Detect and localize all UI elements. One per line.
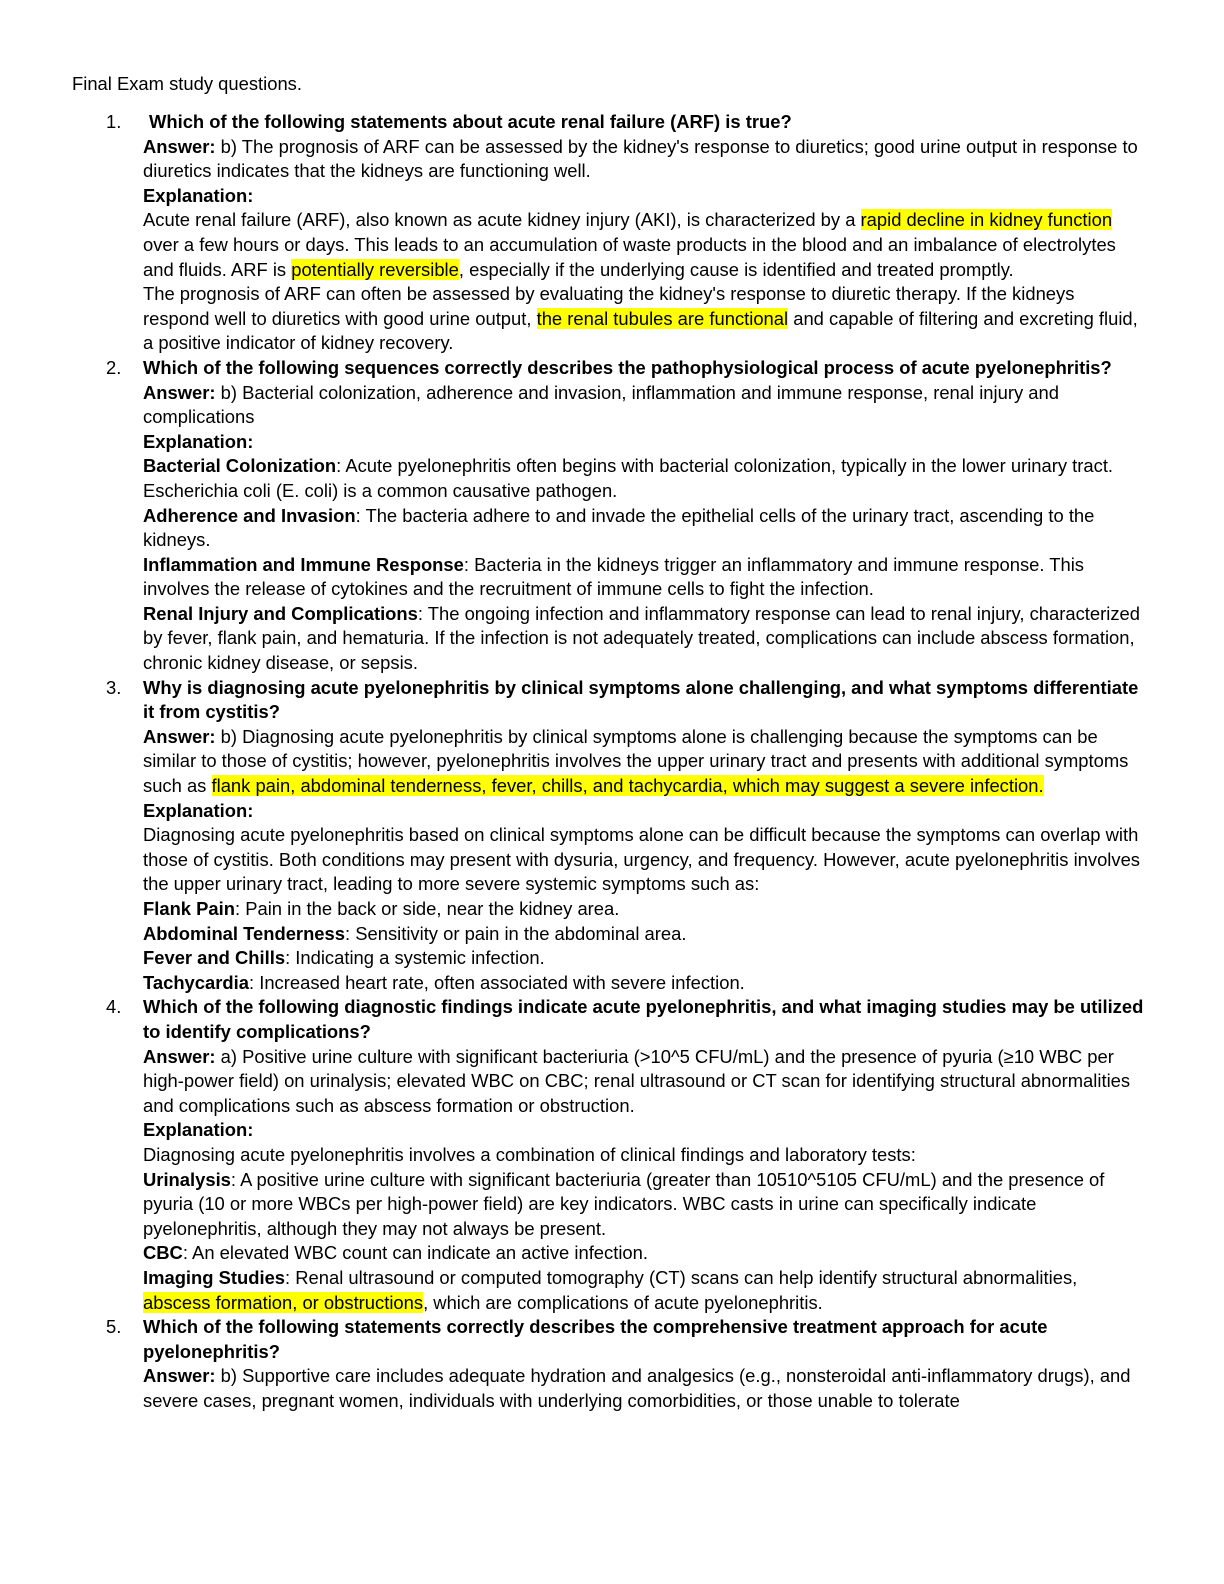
question-text: Which of the following sequences correctly describes the pathophysiological process of acute pyelonephritis? [143, 356, 1112, 378]
document-title: Final Exam study questions. [72, 73, 302, 94]
item-text: , which are complications of acute pyelonephritis. [423, 1291, 823, 1313]
question-number: 1. [106, 111, 122, 132]
explanation-item [143, 971, 1144, 996]
item-term: Imaging Studies [143, 1266, 286, 1288]
item-text: : The ongoing infection and inflammatory response can lead to renal injury, characterized by fever, flank pain, and hematuria. If the infection is not adequately treated, complications can include abscess formation, chronic kidney disease, or sepsis. [143, 602, 1140, 674]
explanation-item [143, 922, 1144, 947]
explanation-paragraph [143, 282, 1144, 356]
answer-label: Answer: [143, 381, 216, 403]
highlighted-text: flank pain, abdominal tenderness, fever, chills, and tachycardia, which may suggest a severe infection. [211, 775, 1044, 797]
item-text: : An elevated WBC count can indicate an active infection. [182, 1242, 648, 1264]
item-term: Urinalysis [143, 1168, 231, 1190]
question-text: Which of the following diagnostic findings indicate acute pyelonephritis, and what imaging studies may be utilized to identify complications? [143, 996, 1144, 1042]
explanation-label: Explanation: [143, 430, 254, 452]
answer [143, 725, 1144, 799]
item-term: Adherence and Invasion [143, 504, 356, 526]
answer-text: a) Positive urine culture with significant bacteriuria (>10^5 CFU/mL) and the presence of pyuria (≥10 WBC per high-power field) on urinalysis; elevated WBC on CBC; renal ultrasound or CT scan for identifying structural abnormalities and complications such as abscess formation or obstruction. [143, 1045, 1131, 1116]
item-term: Tachycardia [143, 971, 249, 993]
question-number: 5. [106, 1316, 122, 1338]
item-term: Flank Pain [143, 898, 235, 919]
answer-label: Answer: [143, 1365, 216, 1387]
item-term: Inflammation and Immune Response [143, 553, 464, 575]
explanation-item [143, 897, 1144, 922]
question-1 [0, 110, 1224, 356]
highlighted-text: abscess formation, or obstructions [143, 1291, 424, 1313]
explanation-item [143, 454, 1144, 503]
item-text: : A positive urine culture with significant bacteriuria (greater than 10510^5105 CFU/mL) and the presence of pyuria (10 or more WBCs per high-power field) are key indicators. WBC casts in urine can specifically indicate pyelonephritis, although they may not always be present. [143, 1168, 1105, 1239]
explanation-paragraph [143, 208, 1144, 282]
explanation-label: Explanation: [143, 184, 254, 206]
answer-label: Answer: [143, 725, 216, 747]
answer [143, 1364, 1144, 1413]
answer-text: b) Bacterial colonization, adherence and invasion, inflammation and immune response, renal injury and complications [143, 381, 1059, 428]
explanation-paragraph: Diagnosing acute pyelonephritis involves a combination of clinical findings and laboratory tests: [143, 1143, 916, 1165]
explanation-text: over a few hours or days. This leads to an accumulation of waste products in the blood and an imbalance of electrolytes and fluids. ARF is [143, 233, 1116, 280]
item-term: Renal Injury and Complications [143, 602, 418, 624]
answer-text: b) The prognosis of ARF can be assessed by the kidney's response to diuretics; good urine output in response to diuretics indicates that the kidneys are functioning well. [143, 135, 1138, 182]
item-term: Abdominal Tenderness [143, 922, 345, 944]
answer [143, 1045, 1144, 1119]
explanation-item [143, 553, 1144, 602]
item-term: Fever and Chills [143, 947, 286, 969]
answer-label: Answer: [143, 1045, 216, 1067]
explanation-text: , especially if the underlying cause is identified and treated promptly. [458, 258, 1014, 280]
question-text: Which of the following statements about acute renal failure (ARF) is true? [149, 111, 792, 132]
item-text: : Indicating a systemic infection. [285, 947, 545, 969]
answer [143, 135, 1144, 184]
question-2 [0, 356, 1224, 676]
question-text: Why is diagnosing acute pyelonephritis by clinical symptoms alone challenging, and what symptoms differentiate it from cystitis? [143, 676, 1139, 723]
item-text: : The bacteria adhere to and invade the epithelial cells of the urinary tract, ascending to the kidneys. [143, 504, 1095, 551]
question-5 [0, 1315, 1224, 1413]
highlighted-text: potentially reversible [291, 258, 459, 280]
explanation-paragraph: Diagnosing acute pyelonephritis based on clinical symptoms alone can be difficult because the symptoms can overlap with those of cystitis. Both conditions may present with dysuria, urgency, and frequency. However, acute pyelonephritis involves the upper urinary tract, leading to more severe systemic symptoms such as: [143, 824, 1141, 895]
explanation-item [143, 1241, 1144, 1266]
question-number: 4. [106, 996, 122, 1018]
item-text: : Pain in the back or side, near the kidney area. [234, 898, 620, 919]
answer-label: Answer: [143, 135, 216, 157]
explanation-item [143, 504, 1144, 553]
answer-text: b) Diagnosing acute pyelonephritis by clinical symptoms alone is challenging because the symptoms can be similar to those of cystitis; however, pyelonephritis involves the upper urinary tract and presents with additional symptoms such as [143, 725, 1129, 797]
item-text: : Increased heart rate, often associated with severe infection. [248, 971, 745, 993]
item-term: CBC [143, 1242, 183, 1264]
item-term: Bacterial Colonization [143, 455, 337, 477]
explanation-item [143, 1266, 1144, 1315]
item-text: : Acute pyelonephritis often begins with bacterial colonization, typically in the lower urinary tract. Escherichia coli (E. coli) is a common causative pathogen. [143, 455, 1114, 501]
explanation-item [143, 946, 1144, 971]
explanation-item [143, 602, 1144, 676]
explanation-text: and capable of filtering and excreting fluid, a positive indicator of kidney recovery. [143, 307, 1138, 354]
highlighted-text: rapid decline in kidney function [860, 209, 1113, 231]
item-text: : Sensitivity or pain in the abdominal area. [345, 922, 687, 944]
answer [143, 381, 1144, 430]
question-number: 3. [106, 676, 122, 698]
explanation-item [143, 1168, 1144, 1242]
question-3 [0, 676, 1224, 996]
question-number: 2. [106, 356, 122, 378]
item-text: : Bacteria in the kidneys trigger an inflammatory and immune response. This involves the release of cytokines and the recruitment of immune cells to fight the infection. [143, 553, 1085, 600]
item-text: : Renal ultrasound or computed tomography (CT) scans can help identify structural abnormalities, [285, 1266, 1078, 1288]
explanation-text: Acute renal failure (ARF), also known as acute kidney injury (AKI), is characterized by a [143, 209, 861, 231]
explanation-label: Explanation: [143, 799, 254, 821]
explanation-text: The prognosis of ARF can often be assessed by evaluating the kidney's response to diuretic therapy. If the kidneys respond well to diuretics with good urine output, [143, 283, 1075, 329]
question-list [0, 110, 1224, 1413]
question-4 [0, 995, 1224, 1315]
answer-text: b) Supportive care includes adequate hydration and analgesics (e.g., nonsteroidal anti-inflammatory drugs), and severe cases, pregnant women, individuals with underlying comorbidities, or those unable to tolerate [143, 1365, 1131, 1411]
question-text: Which of the following statements correctly describes the comprehensive treatment approach for acute pyelonephritis? [143, 1316, 1048, 1362]
highlighted-text: the renal tubules are functional [536, 307, 789, 329]
explanation-label: Explanation: [143, 1119, 254, 1141]
